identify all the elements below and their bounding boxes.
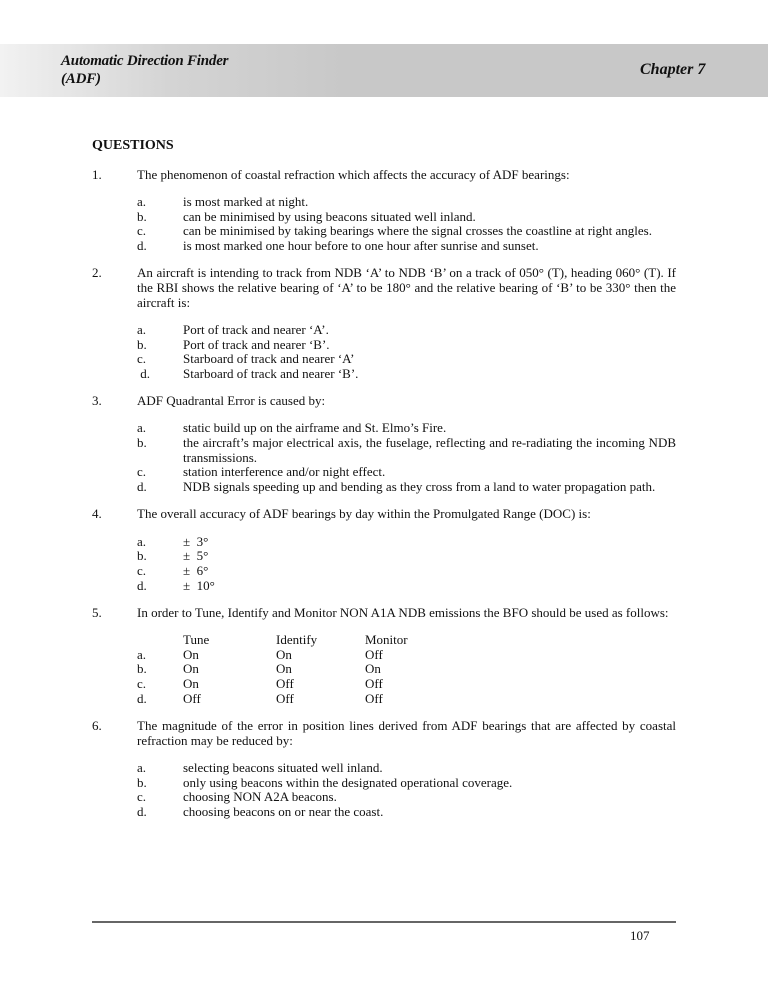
option-letter: b. — [137, 336, 147, 352]
chapter-title-line1: Automatic Direction Finder — [61, 53, 229, 69]
option-letter: d. — [137, 365, 150, 381]
options-list — [137, 421, 676, 495]
question-text: The overall accuracy of ADF bearings by day within the Promulgated Range (DOC) is: — [137, 506, 591, 522]
option-text: choosing NON A2A beacons. — [183, 789, 337, 805]
question-text: The phenomenon of coastal refraction which affects the accuracy of ADF bearings: — [137, 166, 570, 182]
option-letter: a. — [137, 321, 147, 337]
chapter-title — [61, 52, 228, 88]
option-letter: b. — [137, 208, 147, 224]
question-5 — [92, 606, 676, 707]
option-text: Port of track and nearer ‘B’. — [183, 336, 330, 352]
options-list — [137, 195, 652, 254]
option-c — [137, 564, 591, 579]
option-letter: a. — [137, 420, 147, 436]
footer-divider — [92, 921, 676, 923]
chapter-number: Chapter 7 — [640, 61, 706, 78]
option-text: the aircraft’s major electrical axis, the fuselage, reflecting and re-radiating the incoming NDB transmissions. — [183, 435, 676, 465]
option-text: ± 5° — [183, 548, 209, 564]
option-text: static build up on the airframe and St. Elmo’s Fire. — [183, 420, 447, 436]
option-text: is most marked at night. — [183, 193, 309, 209]
question-4 — [92, 507, 676, 593]
option-d — [137, 579, 591, 594]
option-text: ± 3° — [183, 533, 209, 549]
chapter-header-band — [0, 44, 768, 97]
table-cell: Off — [365, 690, 383, 706]
table-cell: On — [276, 646, 292, 662]
table-cell: On — [276, 661, 292, 677]
bfo-table — [137, 633, 669, 707]
option-a — [137, 195, 652, 210]
option-letter: b. — [137, 435, 147, 451]
question-number: 3. — [92, 393, 102, 409]
option-a — [137, 535, 591, 550]
question-text: In order to Tune, Identify and Monitor NON A1A NDB emissions the BFO should be used as follows: — [137, 604, 669, 620]
option-letter: a. — [137, 646, 147, 662]
option-text: NDB signals speeding up and bending as they cross from a land to water propagation path. — [183, 479, 656, 495]
table-cell: Off — [183, 690, 201, 706]
section-title: QUESTIONS — [92, 138, 174, 153]
option-text: only using beacons within the designated operational coverage. — [183, 774, 513, 790]
option-letter: c. — [137, 223, 147, 239]
option-a — [137, 761, 676, 776]
option-letter: d. — [137, 238, 147, 254]
table-cell: On — [183, 676, 199, 692]
option-letter: d. — [137, 479, 147, 495]
table-cell: Off — [276, 690, 294, 706]
option-text: Starboard of track and nearer ‘A’ — [183, 351, 355, 367]
column-header-monitor: Monitor — [365, 632, 408, 648]
option-text: can be minimised by taking bearings where the signal crosses the coastline at right angles. — [183, 223, 652, 239]
option-c — [137, 352, 676, 367]
question-number: 4. — [92, 506, 102, 522]
question-text: An aircraft is intending to track from NDB ‘A’ to NDB ‘B’ on a track of 050° (T), heading 060° (T). If the RBI shows the relative bearing of ‘A’ to be 180° and the relative bearing of ‘B’ to be 330° then the aircraft is: — [137, 265, 676, 310]
option-letter: c. — [137, 676, 147, 692]
table-cell: Off — [365, 676, 383, 692]
option-b — [137, 210, 652, 225]
option-letter: a. — [137, 533, 147, 549]
table-row — [137, 692, 669, 707]
option-letter: d. — [137, 577, 147, 593]
question-number: 2. — [92, 265, 102, 281]
option-c — [137, 790, 676, 805]
option-text: station interference and/or night effect. — [183, 464, 386, 480]
question-number: 1. — [92, 166, 102, 182]
option-letter: c. — [137, 464, 147, 480]
question-text: ADF Quadrantal Error is caused by: — [137, 393, 326, 409]
option-letter: b. — [137, 548, 147, 564]
option-d — [137, 480, 676, 495]
table-cell: On — [183, 661, 199, 677]
options-list — [137, 535, 591, 594]
page-number: 107 — [630, 928, 650, 943]
option-d — [137, 805, 676, 820]
question-6 — [92, 719, 676, 820]
option-b — [137, 776, 676, 791]
option-letter: a. — [137, 193, 147, 209]
questions-section — [92, 139, 676, 832]
option-b — [137, 338, 676, 353]
options-list — [137, 323, 676, 382]
question-1 — [92, 168, 676, 254]
option-text: Starboard of track and nearer ‘B’. — [183, 365, 359, 381]
table-cell: Off — [276, 676, 294, 692]
option-letter: c. — [137, 789, 147, 805]
options-list — [137, 761, 676, 820]
option-text: ± 10° — [183, 577, 215, 593]
option-text: ± 6° — [183, 562, 209, 578]
option-d — [137, 239, 652, 254]
option-letter: d. — [137, 690, 147, 706]
chapter-title-line2: (ADF) — [61, 71, 101, 87]
option-letter: b. — [137, 774, 147, 790]
question-3 — [92, 394, 676, 495]
question-number: 6. — [92, 718, 102, 734]
option-letter: d. — [137, 804, 147, 820]
option-letter: c. — [137, 562, 147, 578]
option-text: can be minimised by using beacons situated well inland. — [183, 208, 476, 224]
option-a — [137, 421, 676, 436]
option-text: selecting beacons situated well inland. — [183, 760, 383, 775]
option-text: Port of track and nearer ‘A’. — [183, 321, 329, 337]
table-cell: Off — [365, 646, 383, 662]
option-c — [137, 465, 676, 480]
table-cell: On — [183, 646, 199, 662]
option-c — [137, 224, 652, 239]
question-text: The magnitude of the error in position lines derived from ADF bearings that are affected by coastal refraction may be reduced by: — [137, 718, 676, 748]
column-header-tune: Tune — [183, 632, 210, 648]
table-row — [137, 648, 669, 663]
question-2 — [92, 266, 676, 381]
table-row — [137, 677, 669, 692]
table-header-row — [137, 633, 669, 648]
option-letter: b. — [137, 661, 147, 677]
question-number: 5. — [92, 604, 102, 620]
option-a — [137, 323, 676, 338]
option-b — [137, 436, 676, 465]
table-cell: On — [365, 661, 381, 677]
option-letter: c. — [137, 351, 147, 367]
table-row — [137, 662, 669, 677]
option-letter: a. — [137, 760, 147, 775]
option-text: choosing beacons on or near the coast. — [183, 804, 384, 820]
option-text: is most marked one hour before to one hour after sunrise and sunset. — [183, 238, 539, 254]
column-header-identify: Identify — [276, 632, 318, 648]
option-b — [137, 549, 591, 564]
option-d — [137, 367, 676, 382]
